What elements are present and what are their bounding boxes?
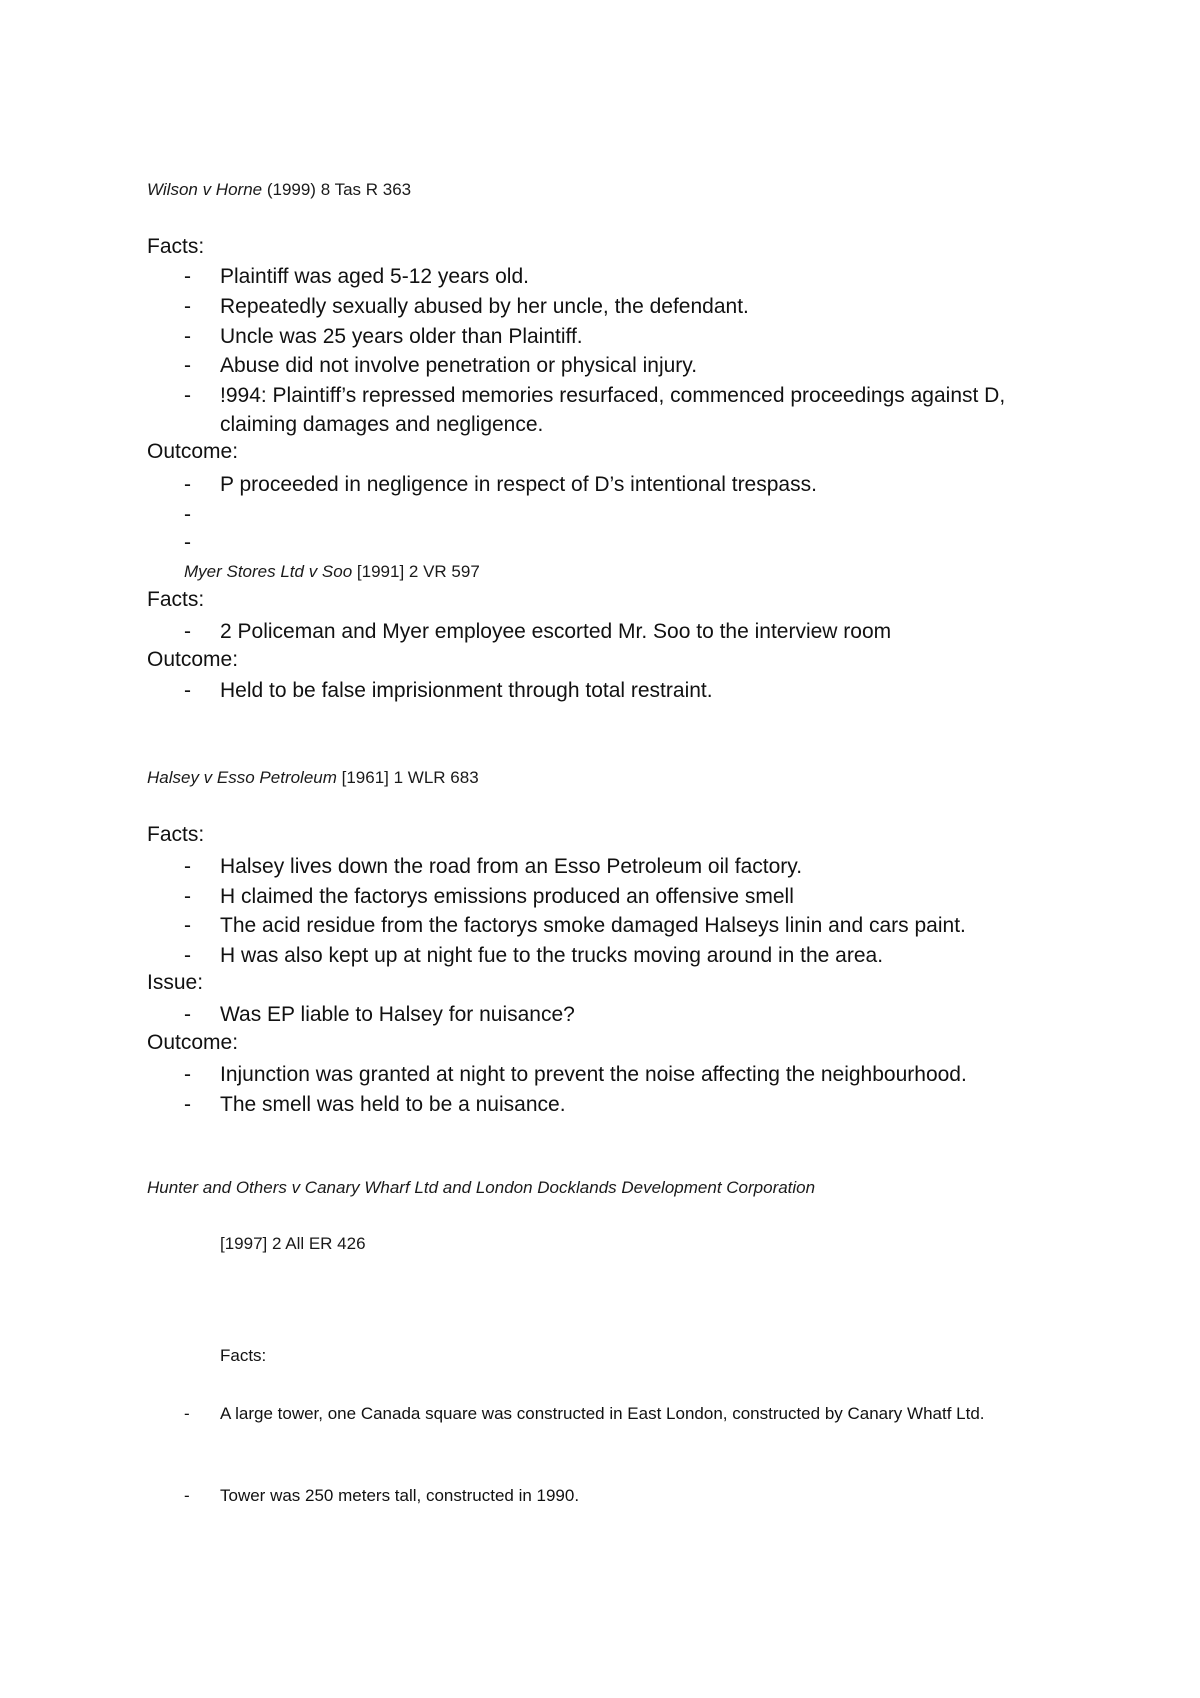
list-item: - !994: Plaintiff’s repressed memories resurfaced, commenced proceedings against D, claiming damages and negligence. <box>184 381 1064 439</box>
list-item: - P proceeded in negligence in respect of D’s intentional trespass. <box>184 470 1064 499</box>
bullet-dash: - <box>184 325 191 348</box>
bullet-dash: - <box>184 885 191 908</box>
outcome-heading: Outcome: <box>147 1031 239 1054</box>
bullet-dash: - <box>184 1404 190 1423</box>
list-item: - A large tower, one Canada square was constructed in East London, constructed by Canary Whatf Ltd. <box>184 1400 1064 1427</box>
case-citation <box>184 562 480 582</box>
case-reference: [1997] 2 All ER 426 <box>220 1234 366 1253</box>
list-item: - H claimed the factorys emissions produced an offensive smell <box>184 882 1064 911</box>
list-item: - Uncle was 25 years older than Plaintiff. <box>184 322 1064 351</box>
facts-heading: Facts: <box>147 823 205 846</box>
list-item: - Repeatedly sexually abused by her uncle, the defendant. <box>184 292 1064 321</box>
facts-heading: Facts: <box>147 588 205 611</box>
case-name: Halsey v Esso Petroleum <box>147 768 337 787</box>
bullet-dash: - <box>184 620 191 643</box>
bullet-dash: - <box>184 855 191 878</box>
bullet-dash: - <box>184 914 191 937</box>
issue-heading: Issue: <box>147 971 204 994</box>
list-item: - The smell was held to be a nuisance. <box>184 1090 1064 1119</box>
list-item: - Held to be false imprisionment through total restraint. <box>184 676 1064 705</box>
list-item: - Tower was 250 meters tall, constructed in 1990. <box>184 1482 1064 1509</box>
case-citation <box>147 1178 815 1198</box>
bullet-dash: - <box>184 1093 191 1116</box>
list-item: - The acid residue from the factorys smoke damaged Halseys linin and cars paint. <box>184 911 1064 940</box>
list-item: - Abuse did not involve penetration or physical injury. <box>184 351 1064 380</box>
bullet-dash: - <box>184 1486 190 1505</box>
bullet-dash: - <box>184 1063 191 1086</box>
list-item: - Halsey lives down the road from an Esso Petroleum oil factory. <box>184 852 1064 881</box>
bullet-dash: - <box>184 503 191 526</box>
facts-heading: Facts: <box>220 1346 267 1365</box>
case-name: Wilson v Horne <box>147 180 263 199</box>
bullet-dash: - <box>184 354 191 377</box>
outcome-heading: Outcome: <box>147 440 239 463</box>
outcome-heading: Outcome: <box>147 648 239 671</box>
list-item: - H was also kept up at night fue to the trucks moving around in the area. <box>184 941 1064 970</box>
bullet-dash: - <box>184 265 191 288</box>
list-item: - 2 Policeman and Myer employee escorted Mr. Soo to the interview room <box>184 617 1064 646</box>
case-name: Myer Stores Ltd v Soo <box>184 562 353 581</box>
bullet-dash: - <box>184 1003 191 1026</box>
list-item: - Injunction was granted at night to prevent the noise affecting the neighbourhood. <box>184 1060 1064 1089</box>
case-name: Hunter and Others v Canary Wharf Ltd and London Docklands Development Corporation <box>147 1178 816 1197</box>
bullet-dash: - <box>184 531 191 554</box>
bullet-dash: - <box>184 384 191 407</box>
case-reference: [1961] 1 WLR 683 <box>336 768 479 787</box>
bullet-dash: - <box>184 679 191 702</box>
case-reference: [1991] 2 VR 597 <box>352 562 480 581</box>
bullet-dash: - <box>184 944 191 967</box>
case-citation <box>147 768 479 788</box>
case-citation <box>147 180 411 200</box>
list-item: - Was EP liable to Halsey for nuisance? <box>184 1000 1064 1029</box>
bullet-dash: - <box>184 473 191 496</box>
case-reference: (1999) 8 Tas R 363 <box>262 180 412 199</box>
bullet-dash: - <box>184 295 191 318</box>
list-item: - Plaintiff was aged 5-12 years old. <box>184 262 1064 291</box>
facts-heading: Facts: <box>147 235 205 258</box>
